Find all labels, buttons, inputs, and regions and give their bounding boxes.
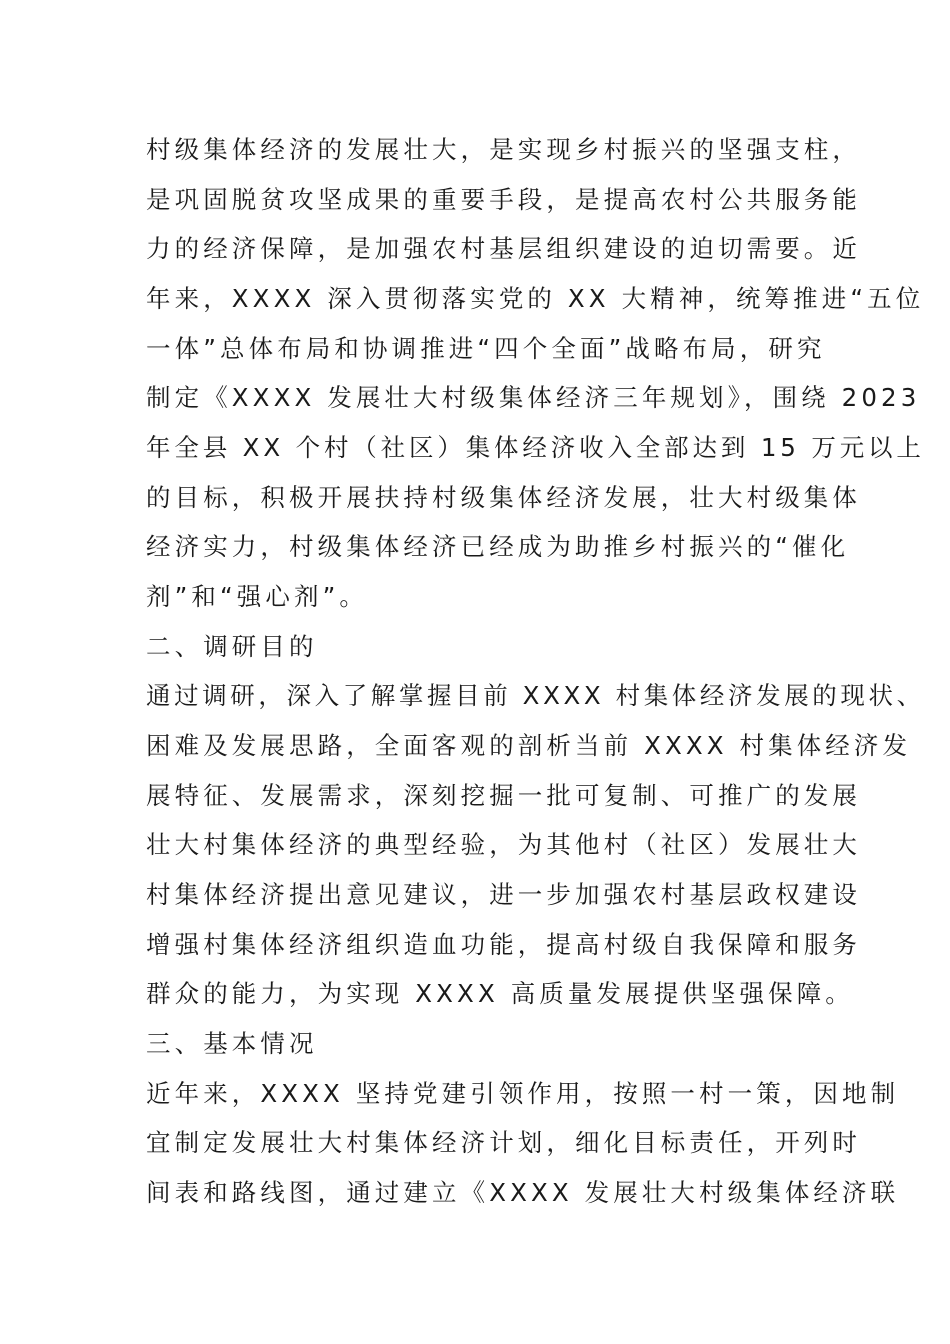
paragraph-line: 年全县 XX 个村（社区）集体经济收入全部达到 15 万元以上 bbox=[146, 433, 925, 462]
paragraph-line: 是巩固脱贫攻坚成果的重要手段，是提高农村公共服务能 bbox=[146, 185, 861, 214]
paragraph-line: 一体”总体布局和协调推进“四个全面”战略布局，研究 bbox=[146, 334, 826, 363]
paragraph-line: 通过调研，深入了解掌握目前 XXXX 村集体经济发展的现状、 bbox=[146, 681, 925, 710]
paragraph-line: 困难及发展思路，全面客观的剖析当前 XXXX 村集体经济发 bbox=[146, 731, 912, 760]
paragraph-line: 的目标，积极开展扶持村级集体经济发展，壮大村级集体 bbox=[146, 483, 861, 512]
paragraph-line: 宜制定发展壮大村集体经济计划，细化目标责任，开列时 bbox=[146, 1128, 861, 1157]
paragraph-line: 间表和路线图，通过建立《XXXX 发展壮大村级集体经济联 bbox=[146, 1178, 900, 1207]
paragraph-line: 增强村集体经济组织造血功能，提高村级自我保障和服务 bbox=[146, 930, 861, 959]
paragraph-line: 力的经济保障，是加强农村基层组织建设的迫切需要。近 bbox=[146, 234, 861, 263]
section-heading: 二、调研目的 bbox=[146, 632, 318, 661]
paragraph-line: 近年来，XXXX 坚持党建引领作用，按照一村一策，因地制 bbox=[146, 1079, 900, 1108]
paragraph-line: 制定《XXXX 发展壮大村级集体经济三年规划》，围绕 2023 bbox=[146, 383, 921, 412]
paragraph-line: 村集体经济提出意见建议，进一步加强农村基层政权建设 bbox=[146, 880, 861, 909]
section-heading: 三、基本情况 bbox=[146, 1029, 318, 1058]
paragraph-line: 村级集体经济的发展壮大，是实现乡村振兴的坚强支柱， bbox=[146, 135, 861, 164]
paragraph-line: 展特征、发展需求，深刻挖掘一批可复制、可推广的发展 bbox=[146, 781, 861, 810]
paragraph-line: 经济实力，村级集体经济已经成为助推乡村振兴的“催化 bbox=[146, 532, 850, 561]
paragraph-line: 壮大村集体经济的典型经验，为其他村（社区）发展壮大 bbox=[146, 830, 861, 859]
paragraph-line: 年来，XXXX 深入贯彻落实党的 XX 大精神，统筹推进“五位 bbox=[146, 284, 925, 313]
paragraph-line: 剂”和“强心剂”。 bbox=[146, 582, 368, 611]
paragraph-line: 群众的能力，为实现 XXXX 高质量发展提供坚强保障。 bbox=[146, 979, 854, 1008]
